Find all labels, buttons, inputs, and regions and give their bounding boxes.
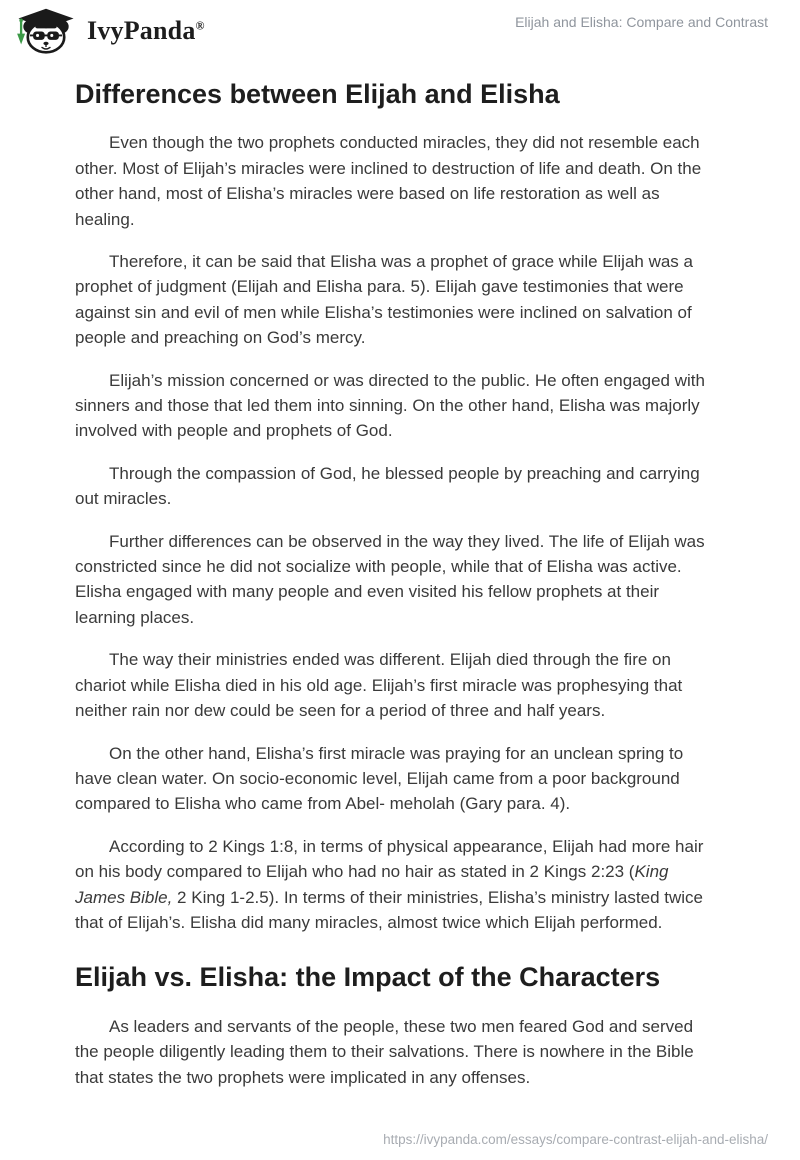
text-run: According to 2 Kings 1:8, in terms of physical appearance, Elijah had more hair on his body compared to Elijah who had no hair as stated in 2 Kings 2:23 ( [75,836,704,882]
text-run: 2 King 1-2.5). In terms of their ministries, Elisha’s ministry lasted twice that of Elijah’s. Elisha did many miracles, almost twice which Elijah performed. [75,887,703,932]
section-heading: Elijah vs. Elisha: the Impact of the Characters [75,962,661,993]
paragraph [75,368,720,444]
paragraph [75,461,720,512]
paragraph [75,130,720,232]
paragraph [75,834,720,936]
text-run: On the other hand, Elisha’s first miracle was praying for an unclean spring to have clean water. On socio-economic level, Elijah came from a poor background compared to Elisha who came from Abel- meholah (Gary para. 4). [75,743,684,814]
paragraph [75,647,720,723]
brand-name: IvyPanda® [87,16,205,45]
text-run: Therefore, it can be said that Elisha was a prophet of grace while Elijah was a prophet of judgment (Elijah and Elisha para. 5). Elijah gave testimonies that were against sin and evil of men while Elisha’s testimonies were inclined on salvation of people and preaching on God’s mercy. [75,252,693,348]
paragraph [75,741,720,817]
paragraph [75,1014,720,1090]
panda-graduate-cap-icon [14,7,78,55]
registered-trademark: ® [195,18,205,33]
paragraph [75,529,720,631]
brand-logo [14,7,205,55]
article-body [75,52,720,1107]
italic-citation: King James Bible, [75,862,669,907]
text-run: Even though the two prophets conducted miracles, they did not resemble each other. Most of Elijah’s miracles were inclined to destruction of life and death. On the other hand, most of Elisha’s miracles were based on life restoration as well as healing. [75,133,702,229]
text-run: The way their ministries ended was different. Elijah died through the fire on chariot while Elisha died in his old age. Elijah’s first miracle was prophesying that neither rain nor dew could be seen for a period of three and half years. [75,650,683,721]
text-run: Elijah’s mission concerned or was directed to the public. He often engaged with sinners and those that led them into sinning. On the other hand, Elisha was majorly involved with people and prophets of God. [75,370,705,441]
text-run: Through the compassion of God, he blessed people by preaching and carrying out miracles. [75,463,700,509]
paragraph [75,249,720,351]
text-run: As leaders and servants of the people, these two men feared God and served the people diligently leading them to their salvations. There is nowhere in the Bible that states the two prophets were implicated in any offenses. [75,1016,694,1087]
running-head-title: Elijah and Elisha: Compare and Contrast [515,14,768,30]
text-run: Further differences can be observed in the way they lived. The life of Elijah was constricted since he did not socialize with people, while that of Elisha was active. Elisha engaged with many people and even visited his fellow prophets at their learning places. [75,531,705,627]
source-url: https://ivypanda.com/essays/compare-contrast-elijah-and-elisha/ [383,1132,768,1147]
section-heading: Differences between Elijah and Elisha [75,79,560,109]
